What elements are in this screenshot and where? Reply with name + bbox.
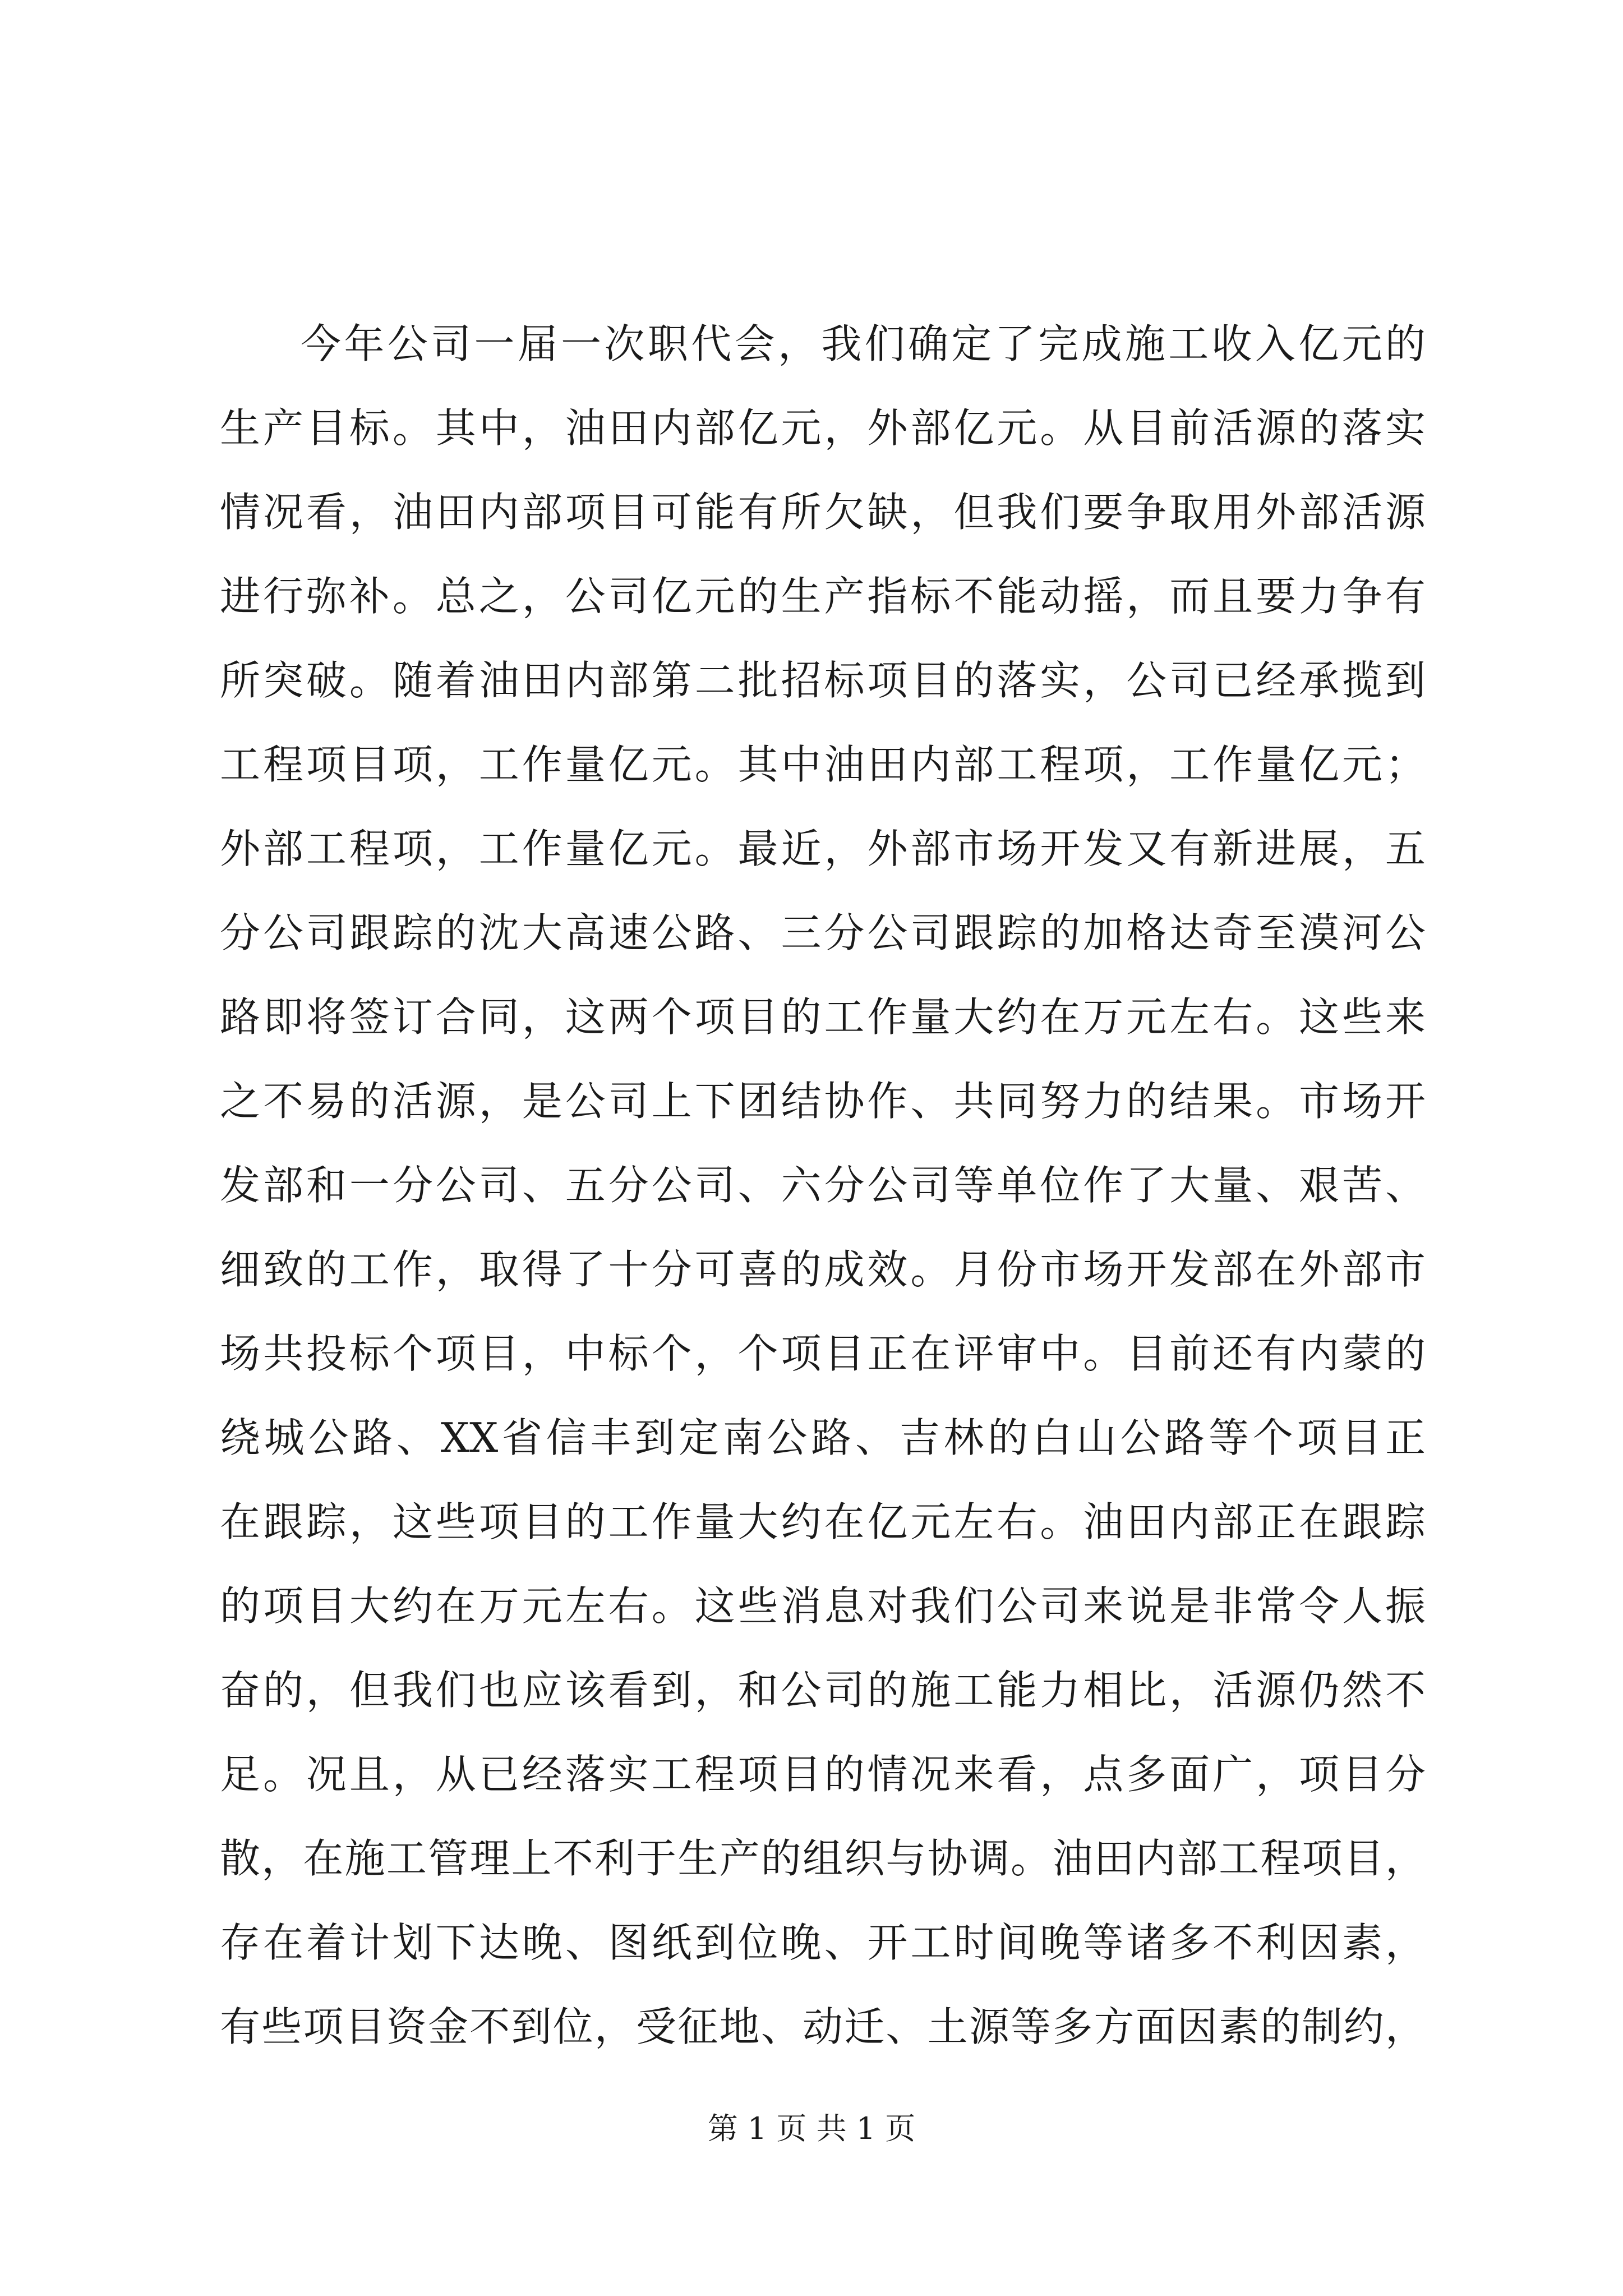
text-line: 发部和一分公司、五分公司、六分公司等单位作了大量、艰苦、 bbox=[220, 1162, 1426, 1209]
text-line: 所突破。随着油田内部第二批招标项目的落实，公司已经承揽到 bbox=[220, 657, 1426, 704]
text-line: 绕城公路、XX省信丰到定南公路、吉林的白山公路等个项目正 bbox=[220, 1414, 1426, 1461]
text-line: 生产目标。其中，油田内部亿元，外部亿元。从目前活源的落实 bbox=[220, 404, 1426, 452]
text-line: 今年公司一届一次职代会，我们确定了完成施工收入亿元的 bbox=[301, 320, 1426, 367]
text-line: 之不易的活源，是公司上下团结协作、共同努力的结果。市场开 bbox=[220, 1078, 1426, 1125]
text-line: 在跟踪，这些项目的工作量大约在亿元左右。油田内部正在跟踪 bbox=[220, 1498, 1426, 1545]
text-line: 外部工程项，工作量亿元。最近，外部市场开发又有新进展，五 bbox=[220, 825, 1426, 872]
text-line: 分公司跟踪的沈大高速公路、三分公司跟踪的加格达奇至漠河公 bbox=[220, 909, 1426, 956]
text-line: 足。况且，从已经落实工程项目的情况来看，点多面广，项目分 bbox=[220, 1751, 1426, 1798]
text-line: 细致的工作，取得了十分可喜的成效。月份市场开发部在外部市 bbox=[220, 1246, 1426, 1293]
text-line: 有些项目资金不到位，受征地、动迁、土源等多方面因素的制约， bbox=[220, 2003, 1426, 2050]
text-line: 路即将签订合同，这两个项目的工作量大约在万元左右。这些来 bbox=[220, 993, 1426, 1041]
text-line: 情况看，油田内部项目可能有所欠缺，但我们要争取用外部活源 bbox=[220, 489, 1426, 536]
page-number-label: 第 1 页 共 1 页 bbox=[707, 2111, 916, 2146]
body-paragraph bbox=[220, 302, 1426, 2069]
text-line: 工程项目项，工作量亿元。其中油田内部工程项，工作量亿元； bbox=[220, 741, 1426, 788]
text-line: 场共投标个项目，中标个，个项目正在评审中。目前还有内蒙的 bbox=[220, 1330, 1426, 1377]
page-footer bbox=[0, 2109, 1623, 2148]
text-line: 进行弥补。总之，公司亿元的生产指标不能动摇，而且要力争有 bbox=[220, 573, 1426, 620]
text-line: 散，在施工管理上不利于生产的组织与协调。油田内部工程项目， bbox=[220, 1835, 1426, 1882]
text-line: 的项目大约在万元左右。这些消息对我们公司来说是非常令人振 bbox=[220, 1582, 1426, 1630]
text-line: 存在着计划下达晚、图纸到位晚、开工时间晚等诸多不利因素， bbox=[220, 1919, 1426, 1966]
text-line: 奋的，但我们也应该看到，和公司的施工能力相比，活源仍然不 bbox=[220, 1667, 1426, 1714]
